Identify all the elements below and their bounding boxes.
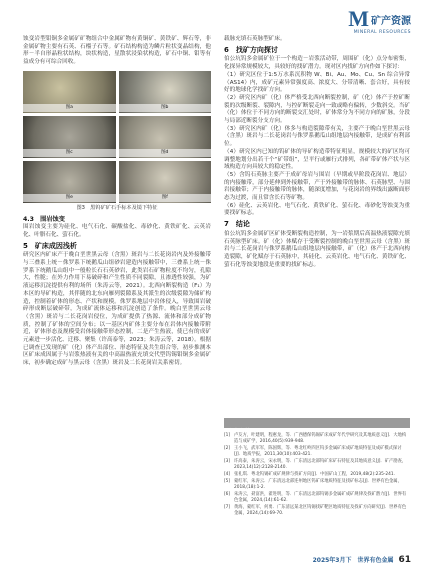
section-name: 矿产资源 — [371, 15, 411, 27]
paragraph: 研究区内矿床产于晚白垩世黑云母（含黑）斑岩与二长花岗岩内及外接触带与三叠系上统－侏罗系下统鹅瓜山组砂岩建造内接触带中，三叠系上统－侏罗系下统鹅瓜山组中一般粒长石石英砂岩，此类岩石矿物粒度不均匀，孔隙大，性脆；在外力作用下易破碎和产生性质不同裂隙，且渗透性较强，为矿液运移沉淀提供有利的场所（朱涛云等，2021）。北西向断裂构造（F₁）为本区的导矿构造，其伴随的北东向雁列裂隙系及其派生的次级裂隙为储矿构造，控制着矿体的形态、产状和规模。侏罗系地层中岩体侵入，导致围岩破碎形成断层破碎带，为成矿流体运移和沉淀创造了条件。晚白垩世黑云母（含黑）斑岩与二长花岗岩侵位，为成矿提供了热源、流体和部分成矿物质，控制了矿体的空间分布；以一基区内矿体主要分布在岩体内接触带附近，矿体形态及规模受岩体接触带形态控制，二是产生热液，使已有的成矿元素进一步活化、迁移、聚集（许高泰等，2023；朱涛云等，2018）。根据已调查已发现的矿（化）体产出部位、形态特征及共生组合等，初步推测本区矿床成因属于与岩浆热液有关的中高温热液充填交代型钨锡钼铜多金属矿床，初步确定成矿与黑云母（含黑）斑岩及二长花岗岩关系密切。 — [23, 252, 211, 367]
page-footer — [313, 555, 411, 565]
ore-photo: 图b — [119, 71, 212, 113]
journal-header — [348, 8, 411, 35]
logo-letter: M — [348, 6, 369, 31]
left-column — [23, 36, 211, 368]
list-item: （4）研究区内已知的钨矿体的导矿构造带特征明显，规模较大的矿区均可调整地划分出若干个“矿带组”，呈平行或雁行式排列，各矿带矿体产状与区域构造方向具较大的稳定性。 — [224, 148, 410, 171]
section-heading: 4.3 围岩蚀变 — [23, 215, 65, 223]
references-heading-bar — [224, 418, 410, 435]
ore-photo: 图d — [119, 116, 212, 158]
list-item: （5）含钨石英脉主要产于成矿母岩与围岩（早期或早阶段花岗岩、地层）的内接触带，部分延伸到外接触带，产于外接触带的脉体、石英脉型、与围岩接触带；产于内接触带的脉体，随深度增加，与花岗岩的界线出露断面形态为过渡，而且常含长石等矿物。 — [224, 171, 410, 202]
paragraph: 载脉充填石英脉型矿床。 — [224, 36, 286, 42]
list-item: （3）研究区内矿（化）体多与构造裂隙带有关，主要产于晚白垩世黑云母（含黑）斑岩与二长花岗岩与侏罗系鹅瓜山组地层内接触带，是成矿有利部位。 — [224, 125, 410, 148]
list-item: （1）研究区位于1:5万水系沉积物 W、Bi、Au、Mo、Cu、Sn 综合异常（AS14）内，成矿元素异常强度高、浓度大、分带清晰、套合好，具有较好的地球化学找矿方向。 — [224, 71, 410, 94]
section-heading: 6 找矿方向探讨 — [224, 45, 278, 54]
list-item: （6）硅化、云英岩化、电气石化、黄铁矿化、萤石化、毒砂化等蚀变为重要找矿标志。 — [224, 202, 410, 217]
reference-item: [2] 王小飞，武军军，陈国辉，等．粤北红岭四区钨多金属矿床成矿地质特征及成矿模式探讨[J]．地质学报，2011,30(10):403-421. — [224, 446, 402, 457]
ore-photo: 图a — [23, 71, 116, 113]
paragraph: 伯公坑钨多金属矿位于一个构造－岩浆活动带，周围矿（化）点分布密集，化探异常规模较大，具较好的找矿潜力。现对区内找矿方向作如下探讨： — [224, 56, 410, 71]
section-heading: 5 矿床成因浅析 — [23, 241, 77, 250]
references-list — [224, 433, 410, 518]
paragraph: 围岩蚀变主要为硅化、电气石化、碳酸盐化、毒砂化、黄铁矿化、云英岩化、叶腊石化、萤石化。 — [23, 224, 211, 238]
figure-caption: 图3 黑钨矿矿石手标本及镜下特征 — [76, 204, 158, 211]
reference-item: [3] 许高泰，朱涛云，宋永明，等．广东清远北部钨矿床矿石特征及其地质意义[J]．矿产勘查，2023,14(12):2128-2140. — [224, 459, 407, 470]
reference-item: [6] 朱涛云，聂富洪，翟进明，等．广东清远北部钨锡多金属矿成矿规律及找矿潜力[J]．世界有色金属，2024,(14):61-62. — [224, 492, 407, 503]
references-title: 参考文献 — [228, 429, 251, 435]
paragraph: 伯公坑钨多金属矿区矿体受断裂构造控制，为一岩浆期后高温热液裂隙充填石英脉型矿床。矿（化）体赋存于受断裂控制的晚白垩世黑云母（含黑）斑岩与二长花岗岩与侏罗系鹅瓜山组地层内接触带，矿（化）体产于北西向构造裂隙，矿化赋存于石英脉中，其硅化、云英岩化、电气石化、黄铁矿化、萤石化等蚀变地段是重要的找矿标志。 — [224, 230, 410, 268]
ore-photo: 图c — [23, 116, 116, 158]
reference-item: [1] 卢友方，叶建明，程惠龙，等．广西德保钨锡矿床成矿年代学研究及其地质意义[J]．大地构造与成矿学，2016,40(5):939-948. — [224, 433, 407, 444]
right-column — [224, 36, 410, 269]
section-heading: 7 结论 — [224, 220, 250, 229]
section-logo — [348, 8, 411, 30]
reference-item: [5] 蒙红军，朱涛云．广东清远北部连州地区钨矿床地质特征及找矿标志[J]．世界有色金属，2018,(18):1-2. — [224, 479, 402, 490]
page-number: 61 — [398, 555, 411, 565]
photo-grid — [23, 71, 211, 203]
reference-item: [4] 张礼琪．粤北钨锡矿成矿规律与找矿方向[J]．中国矿山工程，2019,48(2):235-241. — [224, 472, 395, 477]
reference-item: [7] 黄海，蒙红军，何勇．广东清远某北区钨锡找矿靶区地质特征及找矿方向研究[J]．世界有色金属，2024,(14):69-70. — [224, 505, 407, 516]
ore-photo: 图e — [23, 161, 116, 203]
intro-paragraph: 蚀变岩型钼铜多金属矿矿物组合中金属矿物有黄铜矿、黄铁矿、辉石等，非金属矿物主要有石英、石榴子石等。矿石结构构造为鳞片粒状变晶结构，他形－半自形晶粒状结构，块状构造，星散状浸染状构造，矿石中铜、钼等有益成分有可综合回收。 — [23, 36, 211, 66]
section-name-en: MINERAL RESOURCES — [353, 30, 411, 35]
list-item: （2）研究区内矿（化）体严格受北西向断裂控制，矿（化）体产于控矿断裂的次级断裂、裂隙内，与控矿断裂走向一致或略有偏转，少数斜交。当矿（化）体位于不同方向的断裂交汇处时，矿体常分为不同方向的矿脉，分段与局部近断裂分支方向。 — [224, 94, 410, 125]
ore-photo: 图f — [119, 161, 212, 203]
issue-info: 2025年3月下 世界有色金属 — [312, 557, 394, 564]
